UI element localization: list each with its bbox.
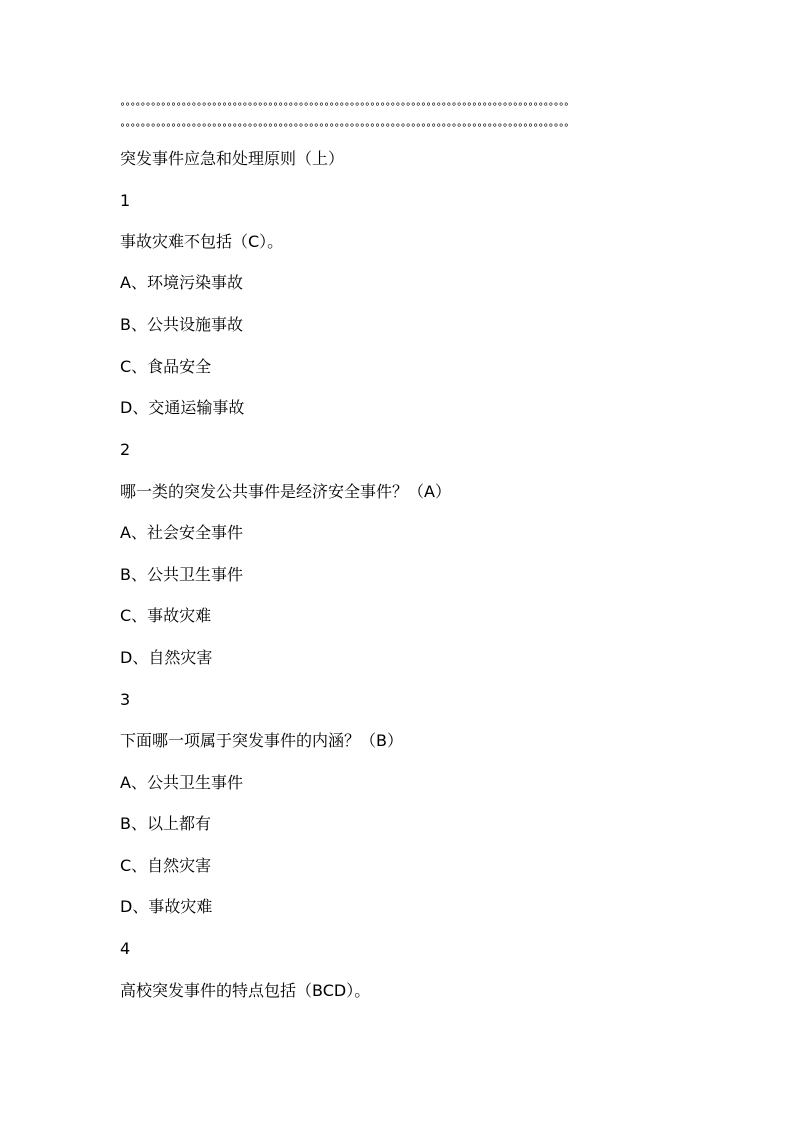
question-stem: 哪一类的突发公共事件是经济安全事件？（A） [120,482,451,501]
answer-option: C、食品安全 [120,357,212,376]
answer-option: D、自然灾害 [120,648,213,667]
question-number: 3 [120,690,131,709]
answer-option: D、事故灾难 [120,897,213,916]
answer-option: C、自然灾害 [120,856,212,875]
answer-option: C、事故灾难 [120,606,212,625]
question-number: 2 [120,440,131,459]
answer-option: D、交通运输事故 [120,398,245,417]
question-stem: 高校突发事件的特点包括（BCD）。 [120,981,371,1000]
answer-option: A、社会安全事件 [120,523,243,542]
question-number: 4 [120,939,131,958]
answer-option: B、公共卫生事件 [120,565,243,584]
document-title: 突发事件应急和处理原则（上） [120,149,345,168]
answer-option: B、公共设施事故 [120,315,243,334]
question-stem: 下面哪一项属于突发事件的内涵？（B） [120,731,403,750]
separator-line-2: °°°°°°°°°°°°°°°°°°°°°°°°°°°°°°°°°°°°°°°°°°°°°°°°°°°°°°°°°°°°°°°°°°°°°°°°°°°°°°°°°°°°°°°° [120,123,569,134]
separator-line-1: °°°°°°°°°°°°°°°°°°°°°°°°°°°°°°°°°°°°°°°°°°°°°°°°°°°°°°°°°°°°°°°°°°°°°°°°°°°°°°°°°°°°°°°° [120,102,569,113]
question-stem: 事故灾难不包括（C）。 [120,232,284,251]
answer-option: A、公共卫生事件 [120,773,243,792]
answer-option: A、环境污染事故 [120,273,243,292]
answer-option: B、以上都有 [120,814,211,833]
question-number: 1 [120,191,131,210]
